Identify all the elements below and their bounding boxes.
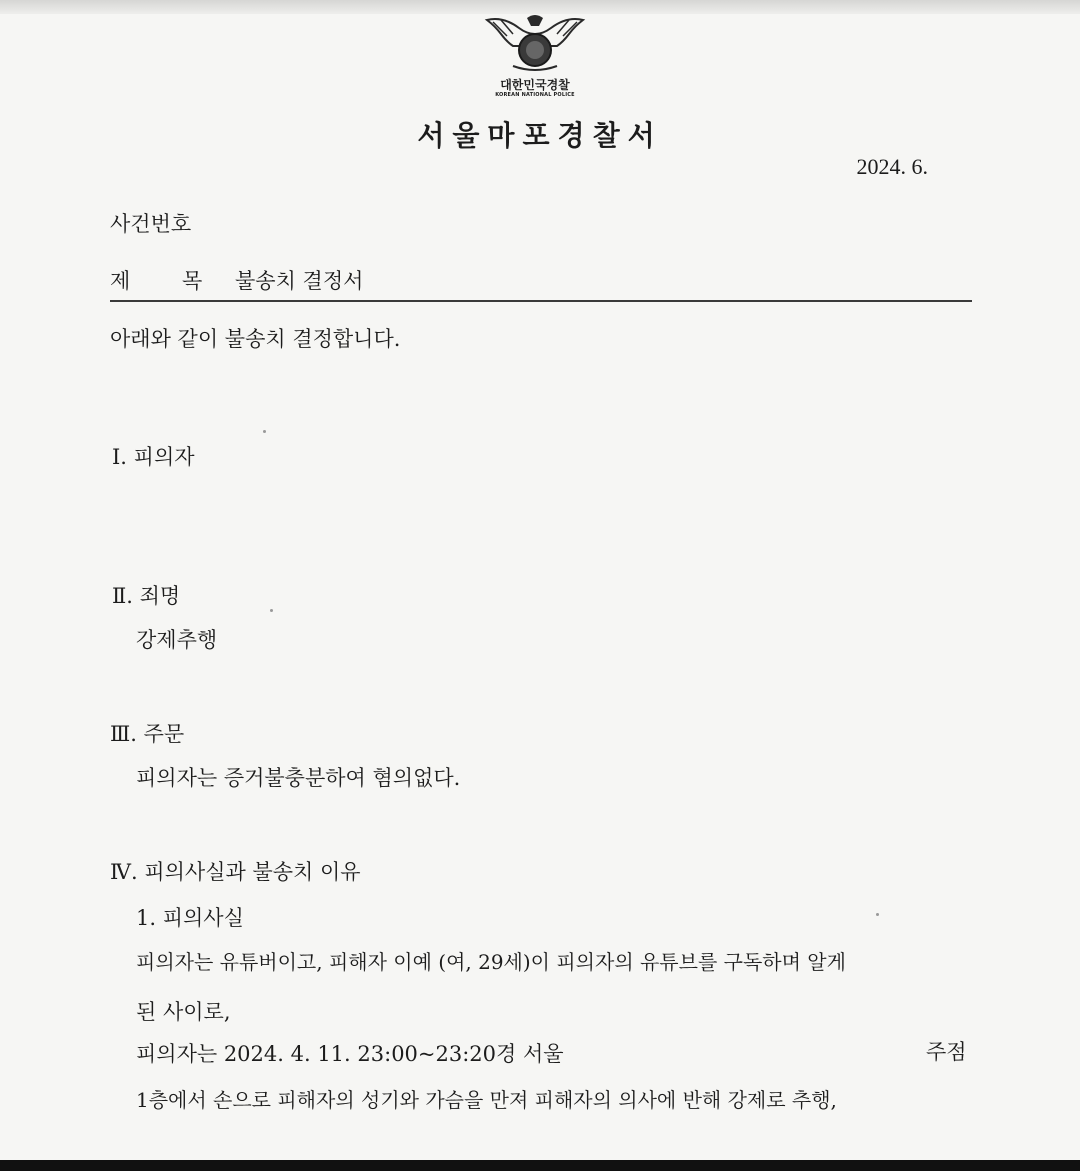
fact-line-4: 1층에서 손으로 피해자의 성기와 가슴을 만져 피해자의 의사에 반해 강제로 추행,: [136, 1088, 837, 1112]
section-4-subtitle: 1. 피의사실: [136, 906, 244, 930]
section-2-numeral: Ⅱ.: [112, 584, 133, 608]
section-3-heading: [110, 720, 184, 748]
section-2-heading: [112, 582, 180, 610]
section-3-body: 피의자는 증거불충분하여 혐의없다.: [136, 766, 461, 790]
section-1-heading: [112, 443, 195, 471]
section-2-body: 강제추행: [136, 628, 218, 652]
document-date: 2024. 6.: [856, 154, 928, 179]
fact-line-3-right: 주점: [926, 1040, 967, 1064]
section-3-numeral: Ⅲ.: [110, 722, 137, 746]
fact-line-3: 피의자는 2024. 4. 11. 23:00~23:20경 서울: [136, 1042, 564, 1066]
case-number-label: 사건번호: [110, 212, 192, 236]
screen-bottom-bar: [0, 1160, 1080, 1171]
intro-text: 아래와 같이 불송치 결정합니다.: [110, 327, 401, 351]
section-4-numeral: Ⅳ.: [110, 860, 138, 884]
divider: [110, 300, 972, 302]
section-4-heading: [110, 858, 361, 886]
section-2-title: 죄명: [139, 584, 181, 608]
section-3-title: 주문: [143, 722, 185, 746]
subject-label-2: 목: [182, 269, 203, 293]
section-1-title: 피의자: [133, 445, 195, 469]
police-emblem-icon: [483, 12, 587, 74]
scan-speck: [876, 913, 879, 916]
subject-label-1: 제: [110, 269, 131, 293]
fact-line-2: 된 사이로,: [136, 1000, 231, 1024]
scan-speck: [270, 609, 273, 612]
section-4-title: 피의사실과 불송치 이유: [144, 860, 361, 884]
station-title: 서울마포경찰서: [417, 119, 663, 152]
org-name-korean: 대한민국경찰: [500, 78, 570, 92]
subject-value: 불송치 결정서: [235, 269, 364, 293]
org-name-english: KOREAN NATIONAL POLICE: [495, 92, 575, 98]
fact-line-1: 피의자는 유튜버이고, 피해자 이예 (여, 29세)이 피의자의 유튜브를 구독하며 알게: [136, 950, 846, 974]
scan-speck: [263, 430, 266, 433]
section-1-numeral: Ⅰ.: [112, 445, 127, 469]
